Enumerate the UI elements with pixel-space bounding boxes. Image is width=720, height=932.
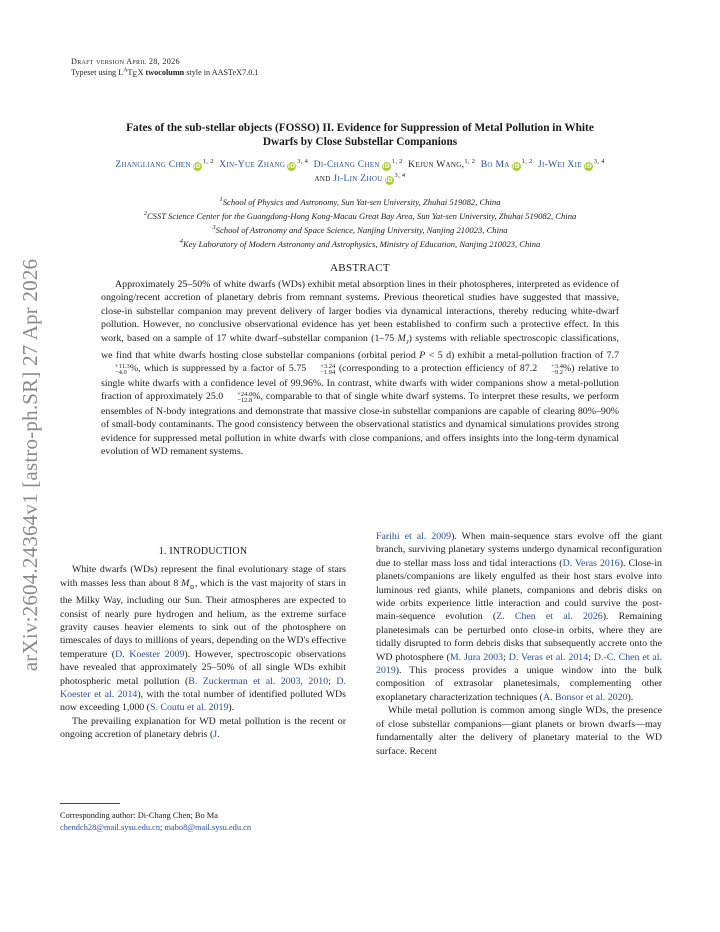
paper-title: [70, 121, 650, 149]
body-text: ).: [627, 691, 634, 703]
body-text: ).: [228, 702, 235, 714]
err-down: −4.0: [115, 369, 127, 377]
draft-date: April 28, 2026: [126, 57, 180, 66]
author-name: Kejun Wang,: [408, 159, 465, 170]
footnote-rule: [60, 803, 120, 804]
author-affil: 3, 4: [593, 157, 605, 165]
citation-link[interactable]: M. Jura 2003: [449, 651, 504, 663]
author-link[interactable]: Zhangliang Chen: [115, 159, 191, 170]
citation-link[interactable]: D. Veras et al. 2014: [508, 651, 589, 663]
orcid-icon[interactable]: iD: [382, 163, 391, 170]
latex-tex: T: [127, 68, 133, 77]
orcid-icon[interactable]: iD: [385, 176, 393, 184]
body-text: ;: [588, 651, 594, 663]
body-text: ;: [503, 651, 509, 663]
citation-link[interactable]: D.-C. Chen et al. 2019: [376, 651, 663, 677]
body-text: M: [181, 577, 190, 589]
author-affil: 1, 2: [521, 157, 533, 165]
title-line-1: Fates of the sub-stellar objects (FOSSO) II. Evidence for Suppression of Metal Pollution in White: [126, 122, 594, 134]
err-down: −12.8: [237, 397, 253, 405]
affil-text: CSST Science Center for the Guangdong-Hong Kong-Macau Great Bay Area, Sun Yat-sen University, Zhuhai 519082, China: [146, 211, 577, 221]
sun-symbol: ⊙: [189, 583, 195, 591]
title-line-2: Dwarfs by Close Substellar Companions: [262, 136, 458, 148]
affiliation-line: [60, 209, 660, 223]
err-up: +3.4: [551, 362, 563, 370]
abstract-body: [101, 278, 619, 458]
citation-link[interactable]: Farihi et al. 2009: [376, 531, 452, 542]
author-affil: 3, 4: [394, 171, 406, 179]
affil-number: 1: [219, 196, 223, 204]
arxiv-identifier: arXiv:2604.24364v1 [astro-ph.SR] 27 Apr 2026: [18, 258, 42, 672]
email-separator: ;: [160, 823, 165, 832]
orcid-icon[interactable]: iD: [287, 163, 296, 170]
intro-paragraph-3: While metal pollution is common among single WDs, the presence of close substellar companions—giant planets or brown dwarfs—may fundamentally alter the delivery of planetary material to the WD surface. Recent: [376, 705, 662, 757]
asym-error: [101, 364, 130, 377]
latex-a: A: [123, 67, 128, 74]
intro-paragraph-2-cont: [376, 530, 662, 704]
intro-paragraph-1: [60, 563, 346, 714]
abstract-text: %) relative to single white dwarfs with a confidence level of 99.96%. In contrast, white dwarfs with wider companions show a metal-pollution fraction of approximately 25.0: [101, 363, 619, 403]
orcid-icon[interactable]: iD: [512, 163, 520, 170]
affil-text: Key Laboratory of Modern Astronomy and Astrophysics, Ministry of Education, Nanjing 210023, China: [182, 239, 541, 249]
email-link[interactable]: chendch28@mail.sysu.edu.cn: [60, 823, 161, 832]
affil-text: School of Physics and Astronomy, Sun Yat-sen University, Zhuhai 519082, China: [222, 197, 501, 207]
citation-link[interactable]: A. Bonsor et al. 2020: [542, 691, 628, 703]
latex-x: X: [137, 68, 146, 77]
author-list: [60, 158, 660, 185]
author-link[interactable]: Ji-Lin Zhou: [333, 172, 383, 184]
abstract-text: < 5 d) exhibit a metal-pollution fraction of 7.7: [425, 350, 620, 361]
err-down: −1.94: [320, 369, 336, 377]
orcid-icon[interactable]: iD: [584, 163, 593, 170]
author-affil: 1, 2: [202, 157, 214, 165]
abstract-text: (corresponding to a protection efficiency of 87.2: [335, 363, 538, 375]
asym-error: [223, 392, 252, 405]
author-affil: 1, 2: [391, 157, 403, 165]
abstract-text: P: [419, 350, 426, 361]
author-affil: 3, 4: [297, 157, 309, 165]
author-link[interactable]: Bo Ma: [480, 159, 510, 170]
affil-number: 3: [212, 224, 216, 232]
err-down: −9.2: [551, 369, 563, 377]
affil-number: 2: [143, 210, 147, 218]
abstract-text: ) systems with reliable spectroscopic classifications, we find that white dwarfs hosting close substellar companions (orbital period: [101, 332, 619, 361]
body-text: ). When main-sequence stars evolve off the giant branch, surviving planetary systems undergo dynamical reconfiguration due to stellar mass loss and tidal interactions (: [376, 531, 662, 569]
draft-header: [71, 56, 258, 78]
err-up: +11.3: [115, 362, 130, 370]
affil-text: School of Astronomy and Space Science, Nanjing University, Nanjing 210023, China: [215, 225, 508, 235]
affiliation-line: [60, 237, 660, 251]
body-text: ). Close-in planets/companions are likely engulfed as their host stars evolve into luminous red giants, while planets, companions and debris disks on wide orbits experience little interaction and could survive the post-main-sequence evolution (: [376, 557, 662, 623]
typeset-bold: twocolumn: [145, 68, 185, 77]
footnote: [60, 810, 251, 834]
left-column: [60, 545, 346, 742]
typeset-text: Typeset using L: [71, 68, 124, 77]
affil-number: 4: [179, 238, 183, 246]
body-text: ). However, spectroscopic observations have revealed that approximately 25–50% of all single WDs exhibit photospheric metal pollution (: [60, 648, 346, 687]
citation-link[interactable]: S. Coutu et al. 2019: [149, 702, 229, 714]
citation-link[interactable]: D. Koester et al. 2014: [60, 675, 346, 701]
authors-and: and: [314, 172, 331, 184]
intro-paragraph-2: [60, 715, 346, 742]
body-text: , which is the vast majority of stars in the Milky Way, including our Sun. Their atmospheres are expected to consist of nearly pure hydrogen and helium, as the extreme surface gravity causes heavier elements to sink out of the photosphere on timescales of days to millions of years, depending on the WD's effective temperature (: [60, 577, 346, 660]
citation-link[interactable]: D. Veras 2016: [562, 557, 620, 569]
corresponding-author: Corresponding author: Di-Chang Chen; Bo Ma: [60, 811, 218, 820]
draft-prefix: Draft version: [71, 57, 127, 66]
err-up: +24.0: [237, 390, 253, 398]
typeset-suffix: style in AASTeX7.0.1: [184, 68, 259, 77]
abstract-text: M: [397, 332, 406, 344]
body-text: ). This process provides a unique window into the bulk composition of extrasolar planetesimals, complementing other exoplanetary characterization techniques (: [376, 665, 662, 703]
citation-link[interactable]: Z. Chen et al. 2026: [496, 611, 603, 623]
err-up: +3.24: [320, 362, 336, 370]
body-text: ). Remaining planetesimals can be perturbed onto close-in orbits, where they are tidally disrupted to form debris disks that subsequently accrete onto the WD photosphere (: [376, 611, 663, 663]
citation-link[interactable]: D. Koester 2009: [115, 648, 185, 660]
body-text: White dwarfs (WDs) represent the final evolutionary stage of stars with masses less than about 8: [60, 564, 346, 589]
author-link[interactable]: Di-Chang Chen: [313, 159, 380, 170]
abstract-text: %, comparable to that of single white dwarf systems. To interpret these results, we perform ensembles of N-body integrations and demonstrate that massive close-in substellar companions are capable of clearing 80%–90% of small-body contaminants. The good consistency between the observational statistics and dynamical simulations provides strong evidence for suppressed metal pollution in white dwarfs with close companions, and offers insights into the long-term dynamical evolution of WD remanent systems.: [101, 391, 619, 458]
body-text: The prevailing explanation for WD metal pollution is the recent or ongoing accretion of planetary debris (: [60, 715, 346, 741]
orcid-icon[interactable]: iD: [193, 163, 202, 170]
citation-link[interactable]: B. Zuckerman et al. 2003, 2010: [188, 675, 329, 687]
affiliations: [60, 195, 660, 251]
body-text: ;: [328, 675, 337, 687]
section-heading: 1. INTRODUCTION: [158, 546, 248, 557]
email-link[interactable]: mabo8@mail.sysu.edu.cn: [164, 823, 252, 832]
author-link[interactable]: Ji-Wei Xie: [538, 159, 582, 170]
affiliation-line: [60, 195, 660, 209]
author-link[interactable]: Xin-Yue Zhang: [219, 159, 286, 170]
asym-error: [306, 364, 335, 377]
affiliation-line: [60, 223, 660, 237]
latex-e: E: [132, 70, 138, 79]
right-column: [376, 530, 662, 758]
abstract-heading: ABSTRACT: [330, 262, 390, 274]
abstract-text: J: [405, 338, 409, 346]
author-affil: 1, 2: [464, 157, 476, 165]
asym-error: [537, 364, 563, 377]
abstract-text: %, which is suppressed by a factor of 5.75: [129, 363, 307, 375]
abstract-text: Approximately 25–50% of white dwarfs (WDs) exhibit metal absorption lines in their photospheres, interpreted as evidence of ongoing/recent accretion of planetary debris from remnant systems. Previous theoretical studies have suggested that massive, close-in substellar companion may prevent delivery of larger bodies via dynamical interactions, thereby reducing white-dwarf pollution. However, no conclusive observational evidence has yet been established to confirm such a protective effect. In this work, based on a sample of 17 white dwarf–substellar companion (1–75: [101, 279, 619, 344]
citation-link[interactable]: J.: [213, 729, 220, 741]
body-text: ), with the total number of identified polluted WDs now exceeding 1,000 (: [60, 689, 346, 714]
